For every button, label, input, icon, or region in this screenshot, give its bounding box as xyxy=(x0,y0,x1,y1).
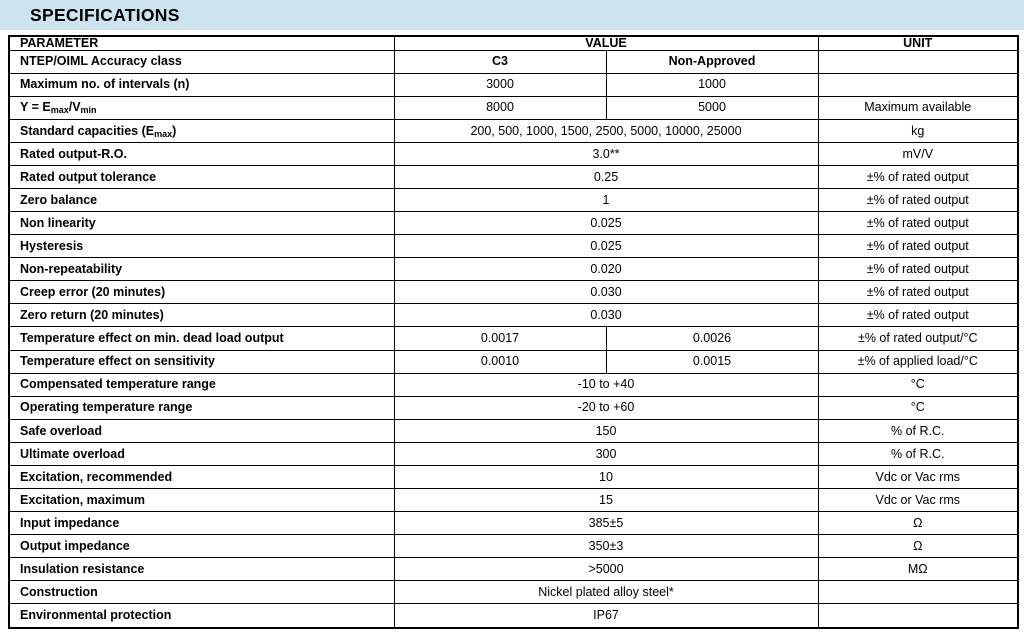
parameter-cell: Output impedance xyxy=(9,535,394,558)
value-cell: 0.0010 xyxy=(394,350,606,373)
parameter-cell: Zero return (20 minutes) xyxy=(9,304,394,327)
unit-cell: °C xyxy=(818,396,1018,419)
parameter-cell: Construction xyxy=(9,581,394,604)
parameter-cell: Rated output-R.O. xyxy=(9,142,394,165)
table-header-row xyxy=(9,36,1018,50)
unit-cell: mV/V xyxy=(818,142,1018,165)
unit-cell: kg xyxy=(818,119,1018,142)
unit-cell: ±% of rated output xyxy=(818,258,1018,281)
parameter-cell: Rated output tolerance xyxy=(9,165,394,188)
unit-cell: Ω xyxy=(818,512,1018,535)
parameter-cell: Non linearity xyxy=(9,212,394,235)
value-cell: >5000 xyxy=(394,558,818,581)
unit-cell: MΩ xyxy=(818,558,1018,581)
value-cell: 350±3 xyxy=(394,535,818,558)
value-cell: 0.0017 xyxy=(394,327,606,350)
unit-cell: °C xyxy=(818,373,1018,396)
unit-cell xyxy=(818,581,1018,604)
value-cell: 200, 500, 1000, 1500, 2500, 5000, 10000, 25000 xyxy=(394,119,818,142)
unit-cell: Ω xyxy=(818,535,1018,558)
parameter-cell: Creep error (20 minutes) xyxy=(9,281,394,304)
value-cell: 5000 xyxy=(606,96,818,119)
parameter-cell: Ultimate overload xyxy=(9,442,394,465)
value-cell: Non-Approved xyxy=(606,50,818,73)
parameter-cell: Operating temperature range xyxy=(9,396,394,419)
value-cell: 0.030 xyxy=(394,281,818,304)
unit-cell: % of R.C. xyxy=(818,442,1018,465)
table-row xyxy=(9,350,1018,373)
parameter-cell: Environmental protection xyxy=(9,604,394,628)
value-cell: 0.0015 xyxy=(606,350,818,373)
table-row xyxy=(9,558,1018,581)
table-row xyxy=(9,488,1018,511)
unit-cell: ±% of rated output xyxy=(818,304,1018,327)
parameter-cell: Excitation, recommended xyxy=(9,465,394,488)
value-cell: IP67 xyxy=(394,604,818,628)
value-cell: 300 xyxy=(394,442,818,465)
unit-cell: Vdc or Vac rms xyxy=(818,465,1018,488)
column-header-unit: UNIT xyxy=(818,36,1018,50)
specifications-table xyxy=(8,35,1019,629)
parameter-cell: Safe overload xyxy=(9,419,394,442)
value-cell: 3000 xyxy=(394,73,606,96)
value-cell: 0.030 xyxy=(394,304,818,327)
unit-cell: ±% of applied load/°C xyxy=(818,350,1018,373)
unit-cell: ±% of rated output xyxy=(818,165,1018,188)
table-row xyxy=(9,96,1018,119)
table-row xyxy=(9,165,1018,188)
table-row xyxy=(9,442,1018,465)
parameter-cell: NTEP/OIML Accuracy class xyxy=(9,50,394,73)
value-cell: 0.0026 xyxy=(606,327,818,350)
unit-cell xyxy=(818,50,1018,73)
parameter-cell: Compensated temperature range xyxy=(9,373,394,396)
table-row xyxy=(9,512,1018,535)
value-cell: C3 xyxy=(394,50,606,73)
parameter-cell: Temperature effect on sensitivity xyxy=(9,350,394,373)
table-row xyxy=(9,235,1018,258)
value-cell: 385±5 xyxy=(394,512,818,535)
table-row xyxy=(9,258,1018,281)
table-row xyxy=(9,373,1018,396)
value-cell: 1 xyxy=(394,188,818,211)
unit-cell: ±% of rated output/°C xyxy=(818,327,1018,350)
table-row xyxy=(9,396,1018,419)
parameter-cell: Standard capacities $(E_{max})$ xyxy=(9,119,394,142)
value-cell: 0.025 xyxy=(394,235,818,258)
table-row xyxy=(9,119,1018,142)
table-row xyxy=(9,50,1018,73)
value-cell: -10 to +40 xyxy=(394,373,818,396)
unit-cell: Vdc or Vac rms xyxy=(818,488,1018,511)
value-cell: 1000 xyxy=(606,73,818,96)
value-cell: 15 xyxy=(394,488,818,511)
value-cell: Nickel plated alloy steel* xyxy=(394,581,818,604)
table-row xyxy=(9,581,1018,604)
value-cell: 10 xyxy=(394,465,818,488)
parameter-cell: Hysteresis xyxy=(9,235,394,258)
column-header-value: VALUE xyxy=(394,36,818,50)
table-row xyxy=(9,304,1018,327)
value-cell: 0.020 xyxy=(394,258,818,281)
parameter-cell: Zero balance xyxy=(9,188,394,211)
table-row xyxy=(9,73,1018,96)
value-cell: 150 xyxy=(394,419,818,442)
parameter-cell: Temperature effect on min. dead load output xyxy=(9,327,394,350)
table-row xyxy=(9,604,1018,628)
unit-cell: ±% of rated output xyxy=(818,281,1018,304)
unit-cell: ±% of rated output xyxy=(818,188,1018,211)
table-row xyxy=(9,327,1018,350)
value-cell: 3.0** xyxy=(394,142,818,165)
parameter-cell: $Y = E_{max}/V_{min}$ xyxy=(9,96,394,119)
table-row xyxy=(9,535,1018,558)
table-row xyxy=(9,465,1018,488)
table-row xyxy=(9,281,1018,304)
value-cell: 0.25 xyxy=(394,165,818,188)
unit-cell: Maximum available xyxy=(818,96,1018,119)
table-row xyxy=(9,142,1018,165)
parameter-cell: Non-repeatability xyxy=(9,258,394,281)
table-body xyxy=(9,50,1018,628)
value-cell: 0.025 xyxy=(394,212,818,235)
value-cell: 8000 xyxy=(394,96,606,119)
unit-cell xyxy=(818,604,1018,628)
value-cell: -20 to +60 xyxy=(394,396,818,419)
parameter-cell: Insulation resistance xyxy=(9,558,394,581)
parameter-cell: Excitation, maximum xyxy=(9,488,394,511)
unit-cell: ±% of rated output xyxy=(818,212,1018,235)
table-row xyxy=(9,188,1018,211)
unit-cell xyxy=(818,73,1018,96)
table-row xyxy=(9,419,1018,442)
section-title-bar xyxy=(0,0,1024,30)
unit-cell: ±% of rated output xyxy=(818,235,1018,258)
parameter-cell: Maximum no. of intervals (n) xyxy=(9,73,394,96)
column-header-parameter: PARAMETER xyxy=(9,36,394,50)
unit-cell: % of R.C. xyxy=(818,419,1018,442)
section-title: SPECIFICATIONS xyxy=(30,4,180,25)
parameter-cell: Input impedance xyxy=(9,512,394,535)
table-row xyxy=(9,212,1018,235)
